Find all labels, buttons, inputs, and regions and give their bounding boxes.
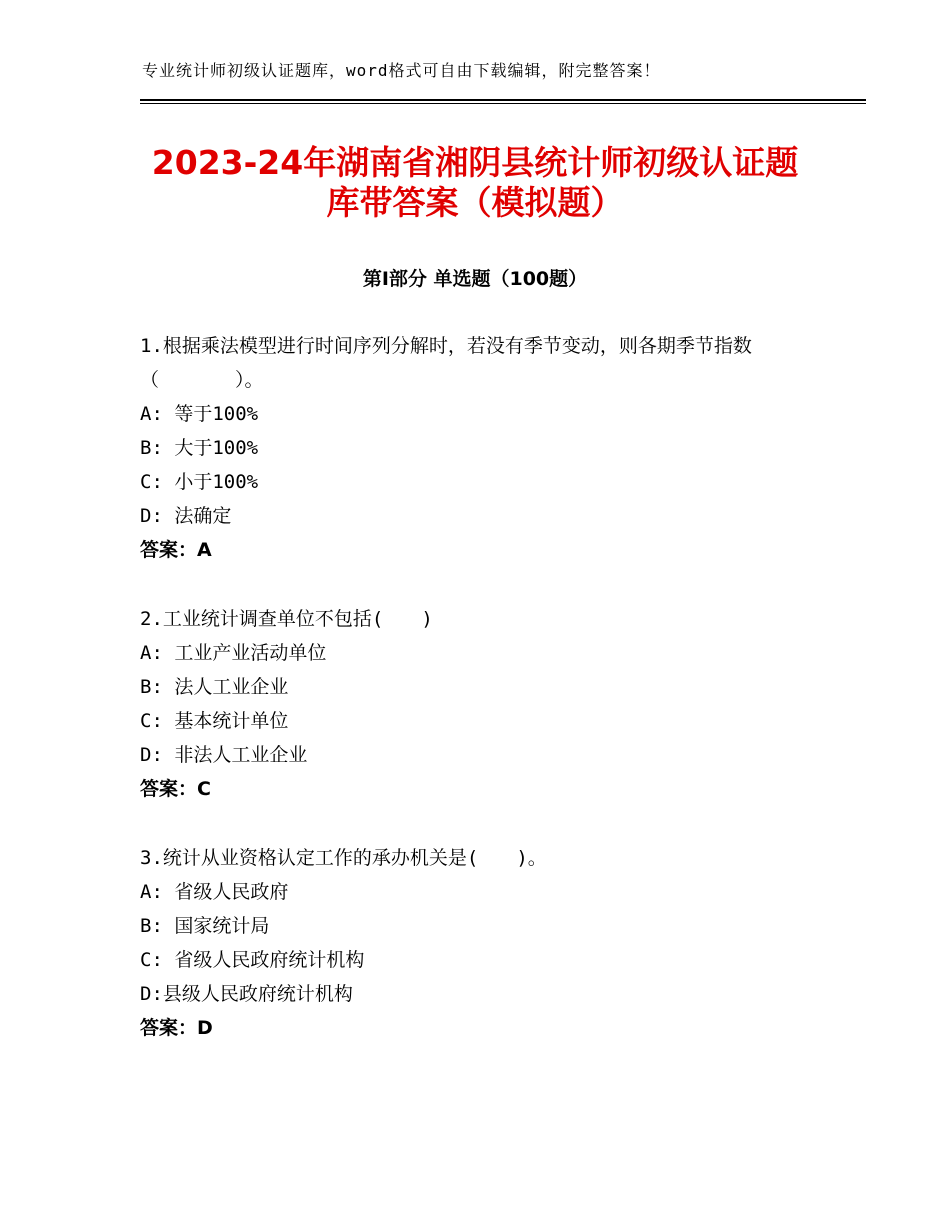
- question-stem: 1.根据乘法模型进行时间序列分解时，若没有季节变动，则各期季节指数（ ）。: [140, 335, 752, 391]
- header-rule-thick: [140, 99, 866, 101]
- option-b: B: 法人工业企业: [140, 676, 289, 698]
- question-stem: 2.工业统计调查单位不包括( ): [140, 608, 433, 630]
- option-a: A: 工业产业活动单位: [140, 642, 327, 664]
- answer: 答案：A: [140, 539, 212, 561]
- answer: 答案：C: [140, 778, 211, 800]
- question-2: [140, 602, 820, 806]
- option-a: A: 省级人民政府: [140, 881, 289, 903]
- option-d: D: 非法人工业企业: [140, 744, 308, 766]
- question-3: [140, 841, 820, 1045]
- header-rule-thin: [140, 103, 866, 104]
- header-note: 专业统计师初级认证题库，word格式可自由下载编辑，附完整答案！: [142, 61, 661, 80]
- document-title-line-1: 2023-24年湖南省湘阴县统计师初级认证题: [151, 143, 799, 182]
- option-c: C: 省级人民政府统计机构: [140, 949, 365, 971]
- option-d: D: 法确定: [140, 505, 232, 527]
- option-a: A: 等于100%: [140, 403, 259, 425]
- question-1: [140, 329, 820, 567]
- document-title-line-2: 库带答案（模拟题）: [326, 183, 624, 222]
- option-c: C: 基本统计单位: [140, 710, 289, 732]
- answer: 答案：D: [140, 1017, 213, 1039]
- option-b: B: 大于100%: [140, 437, 259, 459]
- option-d: D:县级人民政府统计机构: [140, 983, 353, 1005]
- document-title: [100, 143, 850, 223]
- option-c: C: 小于100%: [140, 471, 259, 493]
- section-title: 第Ⅰ部分 单选题（100题）: [362, 268, 588, 290]
- option-b: B: 国家统计局: [140, 915, 270, 937]
- question-stem: 3.统计从业资格认定工作的承办机关是( )。: [140, 847, 547, 869]
